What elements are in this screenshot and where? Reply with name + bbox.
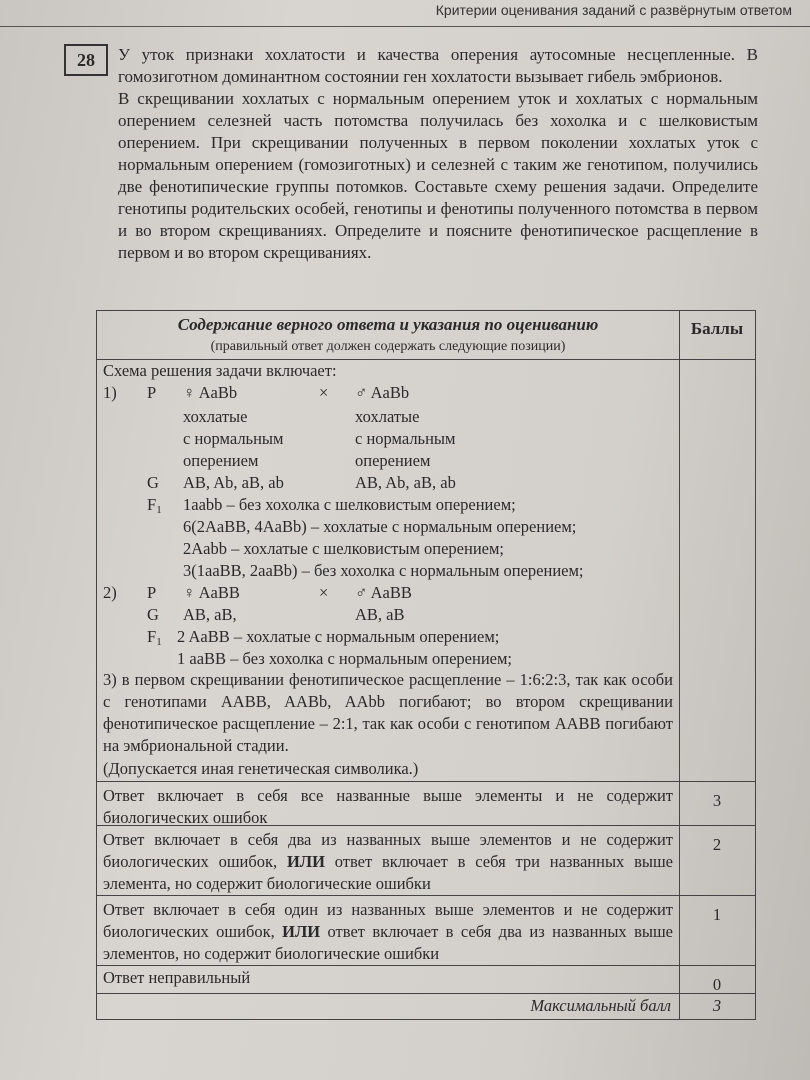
criterion-score: 3 — [712, 791, 722, 810]
cross1-offspring-2: 6(2AaBB, 4AaBb) – хохлатые с нормальным оперением; — [183, 517, 577, 536]
task-paragraph-1: У уток признаки хохлатости и качества оперения аутосомные несцепленные. В гомозиготном доминантном состоянии ген хохлатости вызывает гибель эмбрионов. — [118, 45, 758, 86]
cross1-offspring-1: 1aabb – без хохолка с шелковистым оперением; — [183, 495, 516, 514]
criteria-table — [96, 310, 756, 1020]
cross1-male: ♂ AaBb — [355, 383, 410, 402]
cross1-male-pheno-3: оперением — [355, 451, 431, 470]
max-score-value: 3 — [712, 996, 722, 1015]
cross2-female: ♀ AaBB — [183, 583, 240, 602]
cross2-p: P — [147, 583, 157, 602]
row-divider — [97, 781, 755, 782]
cross1-times: × — [319, 383, 329, 402]
cross2-g: G — [147, 605, 159, 624]
cross1-female: ♀ AaBb — [183, 383, 238, 402]
table-head-subtitle: (правильный ответ должен содержать следующие позиции) — [210, 339, 566, 354]
criterion-score: 0 — [712, 975, 722, 994]
row-divider — [97, 965, 755, 966]
cross2-offspring-2: 1 aaBB – без хохолка с нормальным оперением; — [177, 649, 512, 668]
cross2-f1: $F_1$ — [147, 627, 162, 648]
task-text — [118, 44, 758, 264]
cross1-f1: $F_1$ — [147, 495, 162, 516]
cross1-male-gametes: AB, Ab, aB, ab — [355, 473, 456, 492]
criterion-row: Ответ включает в себя все названные выше элементы и не содержит биологических ошибок — [103, 786, 673, 827]
header-title: Критерии оценивания заданий с развёрнутым ответом — [435, 2, 792, 18]
cross1-male-pheno-2: с нормальным — [355, 429, 456, 448]
cross2-male-gametes: AB, aB — [355, 605, 405, 624]
table-head-score: Баллы — [690, 319, 744, 338]
scheme-intro: Схема решения задачи включает: — [103, 361, 337, 380]
max-score-label: Максимальный балл — [530, 996, 671, 1015]
cross1-offspring-4: 3(1aaBB, 2aaBb) – без хохолка с нормальным оперением; — [183, 561, 584, 580]
row-divider — [97, 993, 755, 994]
cross1-g: G — [147, 473, 159, 492]
cross1-female-pheno-2: с нормальным — [183, 429, 284, 448]
page-header — [0, 0, 810, 27]
symbolics-note: (Допускается иная генетическая символика.) — [103, 759, 419, 778]
question-number: 28 — [64, 44, 108, 76]
cross1-num: 1) — [103, 383, 117, 402]
cross2-female-gametes: AB, aB, — [183, 605, 237, 624]
row-divider — [97, 895, 755, 896]
cross2-male: ♂ AaBB — [355, 583, 412, 602]
criterion-row: Ответ включает в себя один из названных выше элементов и не содержит биологических ошибок, ИЛИ ответ включает в себя два из названных выше элементов, но содержит биологические ошибки — [103, 900, 673, 963]
cross1-female-gametes: AB, Ab, aB, ab — [183, 473, 284, 492]
task-paragraph-2: В скрещивании хохлатых с нормальным оперением уток и хохлатых с нормальным оперением селезней часть потомства получилась без хохолка и с шелковистым оперением. При скрещивании полученных в первом поколении хохлатых уток с нормальным оперением (гомозиготных) и селезней с таким же генотипом, получились две фенотипические группы потомков. Составьте схему решения задачи. Определите генотипы родительских особей, генотипы и фенотипы полученного потомства в первом и во втором скрещиваниях. Определите и поясните фенотипическое расщепление в первом и во втором скрещиваниях. — [118, 89, 758, 262]
cross1-female-pheno-1: хохлатые — [183, 407, 248, 426]
cross1-female-pheno-3: оперением — [183, 451, 259, 470]
criterion-row: Ответ неправильный — [103, 968, 251, 987]
criterion-row: Ответ включает в себя два из названных выше элементов и не содержит биологических ошибок, ИЛИ ответ включает в себя три названных выше элемента, но содержит биологические ошибки — [103, 830, 673, 893]
cross1-male-pheno-1: хохлатые — [355, 407, 420, 426]
criterion-score: 1 — [712, 905, 722, 924]
point3-text: 3) в первом скрещивании фенотипическое расщепление – 1:6:2:3, так как особи с генотипами AABB, AABb, AAbb погибают; во втором скрещивании фенотипическое расщепление – 2:1, так как особи с генотипом AABB погибают на эмбриональной стадии. — [103, 670, 673, 755]
criterion-score: 2 — [712, 835, 722, 854]
row-divider — [97, 359, 755, 360]
row-divider — [97, 825, 755, 826]
cross1-offspring-3: 2Aabb – хохлатые с шелковистым оперением; — [183, 539, 505, 558]
cross2-times: × — [319, 583, 329, 602]
table-head-title: Содержание верного ответа и указания по оцениванию — [177, 315, 599, 334]
cross2-num: 2) — [103, 583, 117, 602]
cross1-p: P — [147, 383, 157, 402]
cross2-offspring-1: 2 AaBB – хохлатые с нормальным оперением; — [177, 627, 500, 646]
